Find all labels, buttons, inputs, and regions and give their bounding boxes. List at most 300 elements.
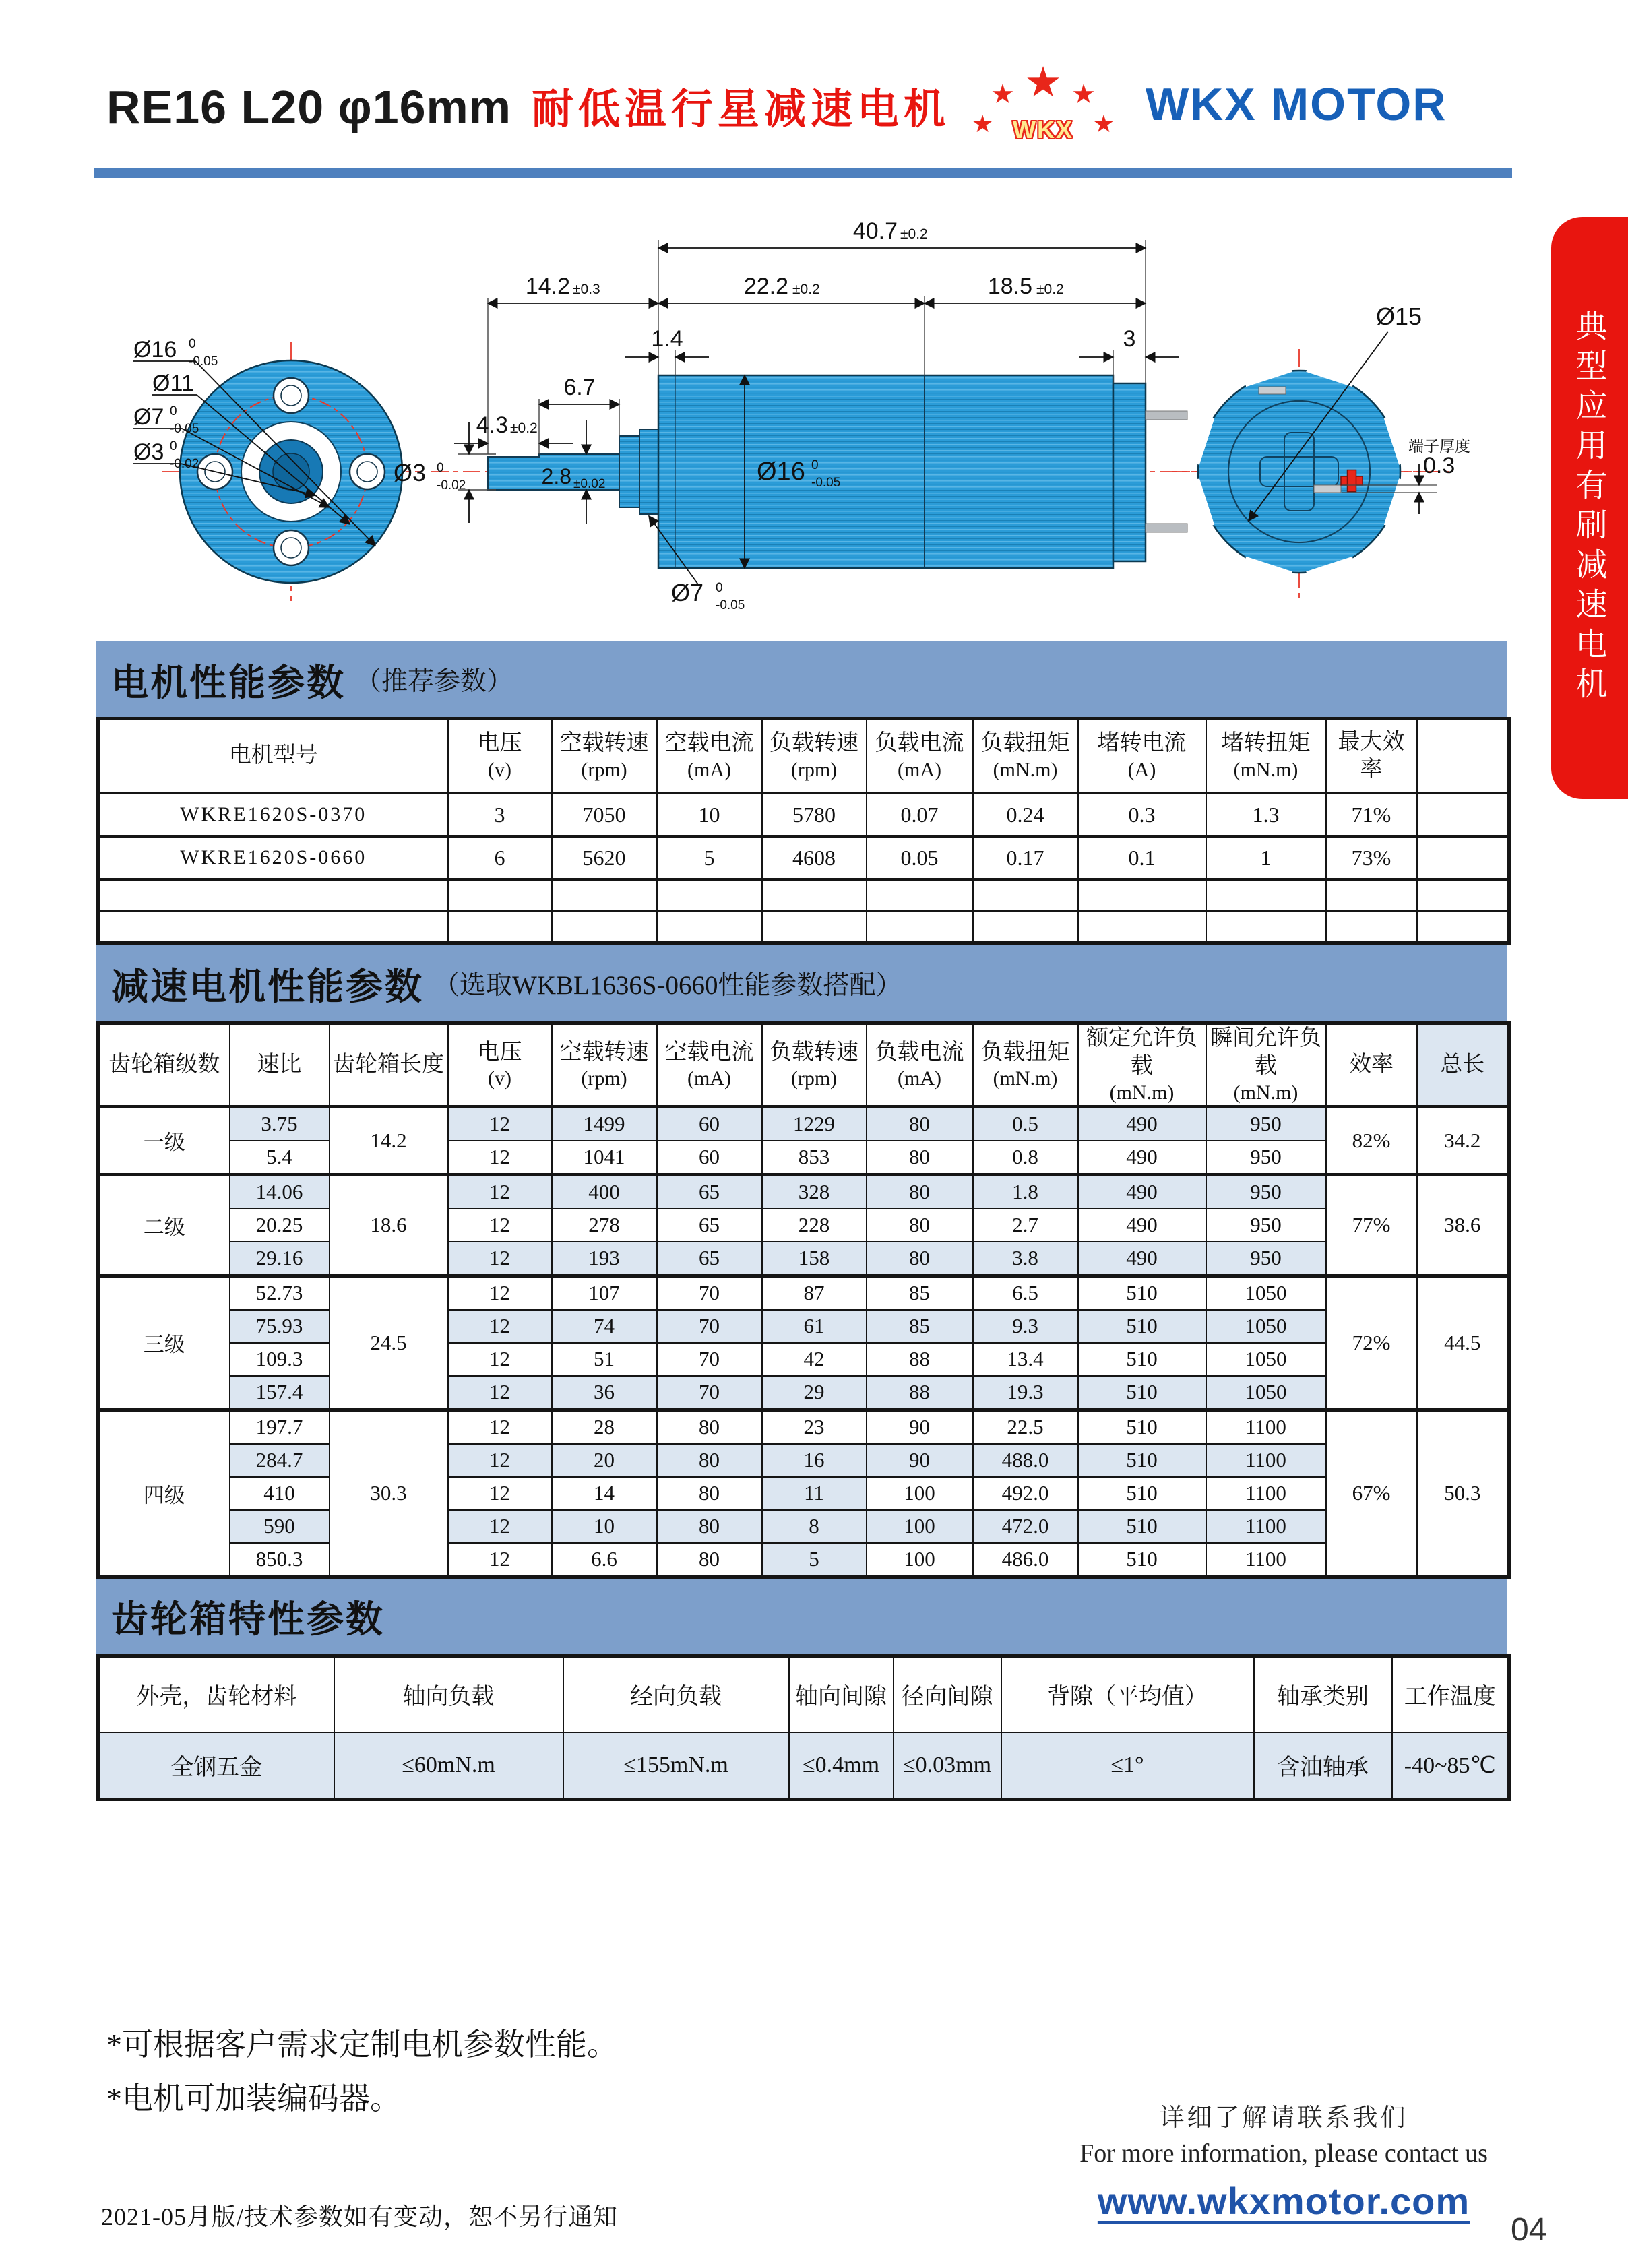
table-cell: 5.4 — [230, 1141, 330, 1175]
table-cell: 472.0 — [973, 1510, 1078, 1543]
terminal-mark — [1259, 387, 1286, 394]
table-cell: 20 — [552, 1444, 657, 1477]
motor-table-title: 电机性能参数 — [111, 661, 346, 703]
table-cell: 87 — [762, 1275, 867, 1310]
table-cell: 100 — [867, 1543, 973, 1577]
table-cell — [867, 911, 973, 943]
terminal-pin — [1146, 411, 1187, 420]
table-cell: 负载电流 (mA) — [867, 1023, 973, 1107]
table-cell: 410 — [230, 1477, 330, 1510]
table-cell: 瞬间允许负载 (mN.m) — [1206, 1023, 1326, 1107]
table-cell: 2.7 — [973, 1209, 1078, 1242]
table-cell: 400 — [552, 1174, 657, 1209]
star-icon: ★ — [991, 80, 1015, 109]
dim-label: 2.8 — [541, 464, 571, 489]
table-cell: 107 — [552, 1275, 657, 1310]
page-number: 04 — [1511, 2212, 1547, 2248]
table-cell: 12 — [448, 1343, 552, 1376]
dim-label: 3 — [1123, 326, 1136, 352]
table-row — [98, 1543, 1509, 1577]
table-cell: 490 — [1078, 1106, 1206, 1141]
table-cell: 12 — [448, 1310, 552, 1343]
gear-table-note: （选取WKBL1636S-0660性能参数搭配） — [433, 971, 902, 1000]
table-cell: 80 — [867, 1209, 973, 1242]
table-cell: 三级 — [98, 1275, 230, 1410]
contact-text-en: For more information, please contact us — [1079, 2139, 1488, 2168]
table-cell: 空载电流 (mA) — [657, 1023, 762, 1107]
table-cell — [762, 879, 867, 911]
table-cell: 18.6 — [330, 1174, 448, 1275]
table-cell: 850.3 — [230, 1543, 330, 1577]
model-title: RE16 L20 φ16mm — [106, 81, 512, 133]
end-view — [1172, 303, 1470, 598]
table-cell: 全钢五金 — [98, 1732, 334, 1800]
dim-label: 40.7 — [852, 218, 898, 244]
table-cell: 61 — [762, 1310, 867, 1343]
table-cell: 80 — [867, 1174, 973, 1209]
dim-tolerance: -0.05 — [811, 476, 841, 490]
table-cell: 12 — [448, 1543, 552, 1577]
dim-tolerance: 0 — [437, 461, 444, 475]
table-cell: 100 — [867, 1510, 973, 1543]
table-cell: 1.8 — [973, 1174, 1078, 1209]
table-cell: 70 — [657, 1275, 762, 1310]
table-row — [98, 836, 1509, 879]
table-row — [98, 1275, 1509, 1310]
table-cell: 5 — [657, 836, 762, 879]
table-cell: 轴向间隙 — [789, 1656, 894, 1732]
table-row — [98, 1310, 1509, 1343]
table-cell: 80 — [657, 1477, 762, 1510]
table-cell: 12 — [448, 1275, 552, 1310]
table-cell: 67% — [1326, 1410, 1417, 1577]
star-icon: ★ — [1071, 80, 1096, 109]
model-subtitle: 耐低温行星减速电机 — [532, 86, 951, 133]
gearbox-table-title: 齿轮箱特性参数 — [111, 1598, 385, 1640]
table-cell: 12 — [448, 1477, 552, 1510]
table-cell: 3.8 — [973, 1242, 1078, 1276]
table-cell: 6.5 — [973, 1275, 1078, 1310]
table-cell: 510 — [1078, 1275, 1206, 1310]
dim-tolerance: ±0.02 — [573, 477, 606, 491]
table-cell: 背隙（平均值） — [1001, 1656, 1254, 1732]
table-cell: 6 — [448, 836, 552, 879]
dim-label: Ø16 — [133, 337, 177, 363]
star-icon: ★ — [1024, 59, 1062, 106]
table-cell: 19.3 — [973, 1376, 1078, 1410]
table-cell: 510 — [1078, 1444, 1206, 1477]
logo-text: WKX — [1013, 116, 1073, 144]
table-cell: 278 — [552, 1209, 657, 1242]
table-cell: 42 — [762, 1343, 867, 1376]
table-cell: 590 — [230, 1510, 330, 1543]
table-cell: ≤0.03mm — [894, 1732, 1001, 1800]
gear-table-banner — [96, 945, 1507, 1021]
table-cell: 197.7 — [230, 1410, 330, 1444]
table-cell: 228 — [762, 1209, 867, 1242]
table-cell: 65 — [657, 1174, 762, 1209]
table-cell — [448, 879, 552, 911]
table-cell: 1100 — [1206, 1477, 1326, 1510]
table-row — [98, 1106, 1509, 1141]
table-cell: 23 — [762, 1410, 867, 1444]
table-cell: 490 — [1078, 1174, 1206, 1209]
table-cell — [762, 911, 867, 943]
table-cell: 轴承类别 — [1254, 1656, 1392, 1732]
table-cell: ≤60mN.m — [334, 1732, 563, 1800]
table-cell: 85 — [867, 1275, 973, 1310]
dim-tolerance: -0.05 — [716, 598, 745, 612]
table-cell: 12 — [448, 1141, 552, 1175]
table-cell: 50.3 — [1417, 1410, 1509, 1577]
table-header-row — [98, 1656, 1509, 1732]
table-cell — [1206, 911, 1326, 943]
table-cell: 510 — [1078, 1477, 1206, 1510]
table-cell: 950 — [1206, 1106, 1326, 1141]
table-cell: 82% — [1326, 1106, 1417, 1174]
dim-label: Ø11 — [152, 371, 194, 396]
table-cell: 5780 — [762, 793, 867, 836]
table-cell: 510 — [1078, 1410, 1206, 1444]
table-cell: 轴向负载 — [334, 1656, 563, 1732]
table-cell: 14.2 — [330, 1106, 448, 1174]
table-cell — [448, 911, 552, 943]
table-cell: 284.7 — [230, 1444, 330, 1477]
dim-label: 14.2 — [525, 274, 570, 299]
table-cell: 负载转速 (rpm) — [762, 1023, 867, 1107]
dim-tolerance: ±0.2 — [792, 282, 820, 297]
table-cell: 52.73 — [230, 1275, 330, 1310]
table-cell: 157.4 — [230, 1376, 330, 1410]
table-cell: 效率 — [1326, 1023, 1417, 1107]
front-view — [133, 337, 420, 601]
dim-label: 6.7 — [563, 375, 596, 400]
table-cell: 88 — [867, 1376, 973, 1410]
motor-performance-table — [96, 717, 1511, 945]
table-cell: 二级 — [98, 1174, 230, 1275]
table-cell: 85 — [867, 1310, 973, 1343]
dim-tolerance: 0 — [716, 581, 723, 595]
gear-performance-table — [96, 1021, 1511, 1579]
dim-tolerance: -0.02 — [437, 478, 466, 493]
table-cell: 109.3 — [230, 1343, 330, 1376]
dim-label: Ø3 — [133, 439, 164, 465]
table-cell: 29 — [762, 1376, 867, 1410]
table-cell — [1417, 879, 1509, 911]
table-cell: 14 — [552, 1477, 657, 1510]
table-cell: 1050 — [1206, 1343, 1326, 1376]
table-cell: 36 — [552, 1376, 657, 1410]
table-cell: 16 — [762, 1444, 867, 1477]
table-cell — [98, 879, 448, 911]
table-cell: 12 — [448, 1174, 552, 1209]
footnote: *可根据客户需求定制电机参数性能。 — [106, 2027, 618, 2062]
table-cell: 70 — [657, 1376, 762, 1410]
dim-label: Ø15 — [1376, 303, 1422, 330]
table-cell: 12 — [448, 1242, 552, 1276]
table-cell: 65 — [657, 1242, 762, 1276]
table-cell: 44.5 — [1417, 1275, 1509, 1410]
table-cell: 328 — [762, 1174, 867, 1209]
table-cell: 0.1 — [1078, 836, 1206, 879]
table-cell: 72% — [1326, 1275, 1417, 1410]
table-cell: ≤0.4mm — [789, 1732, 894, 1800]
table-cell: 73% — [1326, 836, 1417, 879]
table-cell: 75.93 — [230, 1310, 330, 1343]
table-cell: 工作温度 — [1392, 1656, 1509, 1732]
table-cell: 510 — [1078, 1510, 1206, 1543]
dim-tolerance: 0 — [170, 404, 177, 418]
table-cell — [1417, 836, 1509, 879]
table-cell: 34.2 — [1417, 1106, 1509, 1174]
dim-tolerance: -0.05 — [189, 354, 218, 369]
table-cell — [98, 911, 448, 943]
dim-tolerance: 0 — [170, 439, 177, 453]
table-row — [98, 1444, 1509, 1477]
table-cell: -40~85℃ — [1392, 1732, 1509, 1800]
table-cell: 1050 — [1206, 1376, 1326, 1410]
table-cell: 1.3 — [1206, 793, 1326, 836]
table-cell: ≤155mN.m — [563, 1732, 789, 1800]
motor-body — [658, 375, 1113, 568]
table-cell: 77% — [1326, 1174, 1417, 1275]
table-cell — [1417, 793, 1509, 836]
table-cell: 3 — [448, 793, 552, 836]
table-cell: 158 — [762, 1242, 867, 1276]
table-cell: 74 — [552, 1310, 657, 1343]
table-cell: 负载扭矩 (mN.m) — [973, 719, 1078, 794]
table-cell: 空载电流 (mA) — [657, 719, 762, 794]
table-cell: 13.4 — [973, 1343, 1078, 1376]
table-cell: 含油轴承 — [1254, 1732, 1392, 1800]
table-cell: 1100 — [1206, 1510, 1326, 1543]
table-cell: 80 — [657, 1510, 762, 1543]
table-cell: 90 — [867, 1410, 973, 1444]
table-cell: 1229 — [762, 1106, 867, 1141]
table-cell: 950 — [1206, 1141, 1326, 1175]
table-cell: 1041 — [552, 1141, 657, 1175]
table-cell: 0.24 — [973, 793, 1078, 836]
table-cell: 853 — [762, 1141, 867, 1175]
table-cell: 29.16 — [230, 1242, 330, 1276]
table-cell: 负载扭矩 (mN.m) — [973, 1023, 1078, 1107]
dim-label: 0.3 — [1423, 453, 1455, 478]
gear-table-title: 减速电机性能参数 — [111, 965, 425, 1007]
table-cell: 950 — [1206, 1242, 1326, 1276]
dim-label: 端子厚度 — [1408, 437, 1470, 455]
technical-drawing — [94, 195, 1550, 640]
page-title — [106, 75, 950, 135]
table-cell: 80 — [867, 1141, 973, 1175]
table-cell — [1078, 911, 1206, 943]
table-row — [98, 1174, 1509, 1209]
table-cell: 1100 — [1206, 1543, 1326, 1577]
table-cell: 电机型号 — [98, 719, 448, 794]
table-cell: 510 — [1078, 1343, 1206, 1376]
table-cell: 堵转电流 (A) — [1078, 719, 1206, 794]
table-cell: 70 — [657, 1343, 762, 1376]
motor-table-banner — [96, 641, 1507, 717]
table-cell: 193 — [552, 1242, 657, 1276]
table-row — [98, 1209, 1509, 1242]
table-cell: 12 — [448, 1410, 552, 1444]
table-cell: 65 — [657, 1209, 762, 1242]
table-cell: 20.25 — [230, 1209, 330, 1242]
table-cell: 60 — [657, 1106, 762, 1141]
table-cell: 负载转速 (rpm) — [762, 719, 867, 794]
table-cell: 490 — [1078, 1242, 1206, 1276]
table-cell: 空载转速 (rpm) — [552, 1023, 657, 1107]
table-cell: 外壳，齿轮材料 — [98, 1656, 334, 1732]
dim-tolerance: ±0.2 — [510, 420, 538, 436]
table-cell: 0.17 — [973, 836, 1078, 879]
table-cell: 额定允许负载 (mN.m) — [1078, 1023, 1206, 1107]
table-cell: 950 — [1206, 1174, 1326, 1209]
table-cell: 7050 — [552, 793, 657, 836]
table-cell: 24.5 — [330, 1275, 448, 1410]
table-cell: 齿轮箱长度 — [330, 1023, 448, 1107]
star-icon: ★ — [972, 110, 994, 137]
website-link[interactable]: www.wkxmotor.com — [1097, 2180, 1470, 2222]
table-cell: 3.75 — [230, 1106, 330, 1141]
table-cell: 71% — [1326, 793, 1417, 836]
table-cell: 1100 — [1206, 1444, 1326, 1477]
table-row — [98, 1343, 1509, 1376]
table-row-empty — [98, 879, 1509, 911]
table-row — [98, 1410, 1509, 1444]
table-cell — [867, 879, 973, 911]
table-cell: 12 — [448, 1209, 552, 1242]
table-cell: 经向负载 — [563, 1656, 789, 1732]
table-cell: 空载转速 (rpm) — [552, 719, 657, 794]
table-cell — [657, 879, 762, 911]
table-cell: 51 — [552, 1343, 657, 1376]
table-cell: 1050 — [1206, 1275, 1326, 1310]
table-cell — [973, 879, 1078, 911]
table-row — [98, 1510, 1509, 1543]
table-cell: 22.5 — [973, 1410, 1078, 1444]
footnote: *电机可加装编码器。 — [106, 2081, 401, 2116]
table-cell: 一级 — [98, 1106, 230, 1174]
table-cell — [1206, 879, 1326, 911]
table-row — [98, 1376, 1509, 1410]
dim-label: 1.4 — [651, 326, 683, 352]
table-cell: 492.0 — [973, 1477, 1078, 1510]
table-cell: 80 — [657, 1543, 762, 1577]
terminal-mark — [1314, 485, 1341, 493]
table-cell: 80 — [657, 1410, 762, 1444]
table-row — [98, 1242, 1509, 1276]
dim-tolerance: ±0.2 — [900, 226, 928, 242]
gearbox-table-banner — [96, 1579, 1507, 1654]
table-cell: 80 — [657, 1444, 762, 1477]
table-cell — [1078, 879, 1206, 911]
brand-name: WKX MOTOR — [1146, 79, 1447, 130]
table-cell: 总长 — [1417, 1023, 1509, 1107]
dim-label: Ø3 — [393, 459, 427, 486]
table-cell: 0.8 — [973, 1141, 1078, 1175]
table-cell: 0.5 — [973, 1106, 1078, 1141]
table-cell: 速比 — [230, 1023, 330, 1107]
table-header-row — [98, 1023, 1509, 1107]
table-cell: 14.06 — [230, 1174, 330, 1209]
table-cell: 80 — [867, 1106, 973, 1141]
table-header-row — [98, 719, 1509, 794]
dim-tolerance: 0 — [811, 458, 819, 472]
table-cell: 10 — [657, 793, 762, 836]
table-cell — [657, 911, 762, 943]
dim-tolerance: -0.05 — [170, 422, 199, 436]
dim-tolerance: ±0.2 — [1036, 282, 1064, 297]
terminal-pin — [1146, 524, 1187, 532]
table-cell: 60 — [657, 1141, 762, 1175]
table-cell: 90 — [867, 1444, 973, 1477]
table-cell: 四级 — [98, 1410, 230, 1577]
table-cell: 11 — [762, 1477, 867, 1510]
table-cell: 510 — [1078, 1310, 1206, 1343]
table-cell: 510 — [1078, 1376, 1206, 1410]
table-cell: 电压 (v) — [448, 1023, 552, 1107]
dim-tolerance: -0.02 — [170, 457, 199, 471]
table-cell — [1417, 911, 1509, 943]
table-cell: 70 — [657, 1310, 762, 1343]
table-cell — [552, 879, 657, 911]
dim-tolerance: ±0.3 — [573, 282, 600, 297]
contact-block — [1038, 2097, 1530, 2223]
footnotes — [106, 2018, 618, 2126]
table-cell — [973, 911, 1078, 943]
gearbox-characteristics-table — [96, 1654, 1511, 1801]
table-row — [98, 1477, 1509, 1510]
category-tab-label: 典型应用有刷减速电机 — [1571, 309, 1608, 707]
table-row — [98, 1141, 1509, 1175]
dim-label: Ø16 — [757, 458, 805, 486]
table-cell: WKRE1620S-0660 — [98, 836, 448, 879]
table-cell: 6.6 — [552, 1543, 657, 1577]
table-cell — [552, 911, 657, 943]
table-cell: WKRE1620S-0370 — [98, 793, 448, 836]
table-cell: 堵转扭矩 (mN.m) — [1206, 719, 1326, 794]
table-cell: 径向间隙 — [894, 1656, 1001, 1732]
table-cell: 最大效率 — [1326, 719, 1417, 794]
table-cell: 1050 — [1206, 1310, 1326, 1343]
table-cell: 8 — [762, 1510, 867, 1543]
table-cell: 12 — [448, 1444, 552, 1477]
table-cell: 1499 — [552, 1106, 657, 1141]
dim-label: Ø7 — [133, 404, 164, 430]
table-cell: 5620 — [552, 836, 657, 879]
table-row — [98, 1732, 1509, 1800]
dim-label: Ø7 — [670, 579, 704, 606]
table-cell: 5 — [762, 1543, 867, 1577]
table-cell: 12 — [448, 1510, 552, 1543]
end-cap — [1113, 383, 1146, 561]
table-cell — [1326, 879, 1417, 911]
table-cell: 12 — [448, 1376, 552, 1410]
table-cell — [1417, 719, 1509, 794]
motor-table-note: （推荐参数） — [355, 667, 513, 696]
table-cell: 0.3 — [1078, 793, 1206, 836]
table-cell: ≤1° — [1001, 1732, 1254, 1800]
contact-text-cn: 详细了解请联系我们 — [1159, 2104, 1408, 2132]
table-cell: 490 — [1078, 1209, 1206, 1242]
table-cell: 1100 — [1206, 1410, 1326, 1444]
wkx-logo — [972, 59, 1115, 155]
table-cell: 9.3 — [973, 1310, 1078, 1343]
dim-label: 18.5 — [987, 274, 1032, 299]
header-divider — [94, 168, 1512, 178]
table-cell: 88 — [867, 1343, 973, 1376]
